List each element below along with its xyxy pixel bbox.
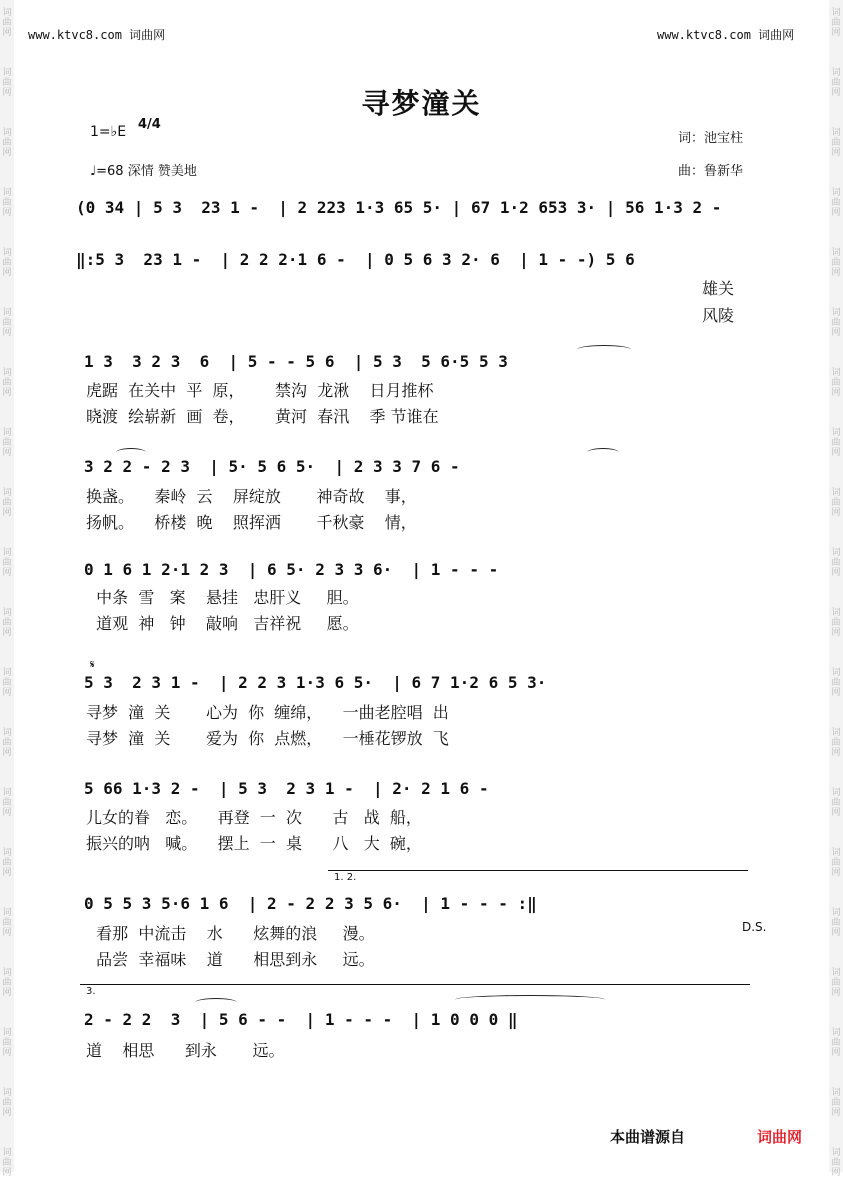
lyric-row-4-v2: 扬帆。 桥楼 晚 照挥洒 千秋豪 情， [86,513,417,532]
score-row-8: 0 5 5 3 5·6 1 6 | 2 - 2 2 3 5 6· | 1 - - - :‖ [84,894,537,913]
watermark-text: 词 曲 网 [831,248,841,278]
watermark-text: 词 曲 网 [2,1148,12,1178]
watermark-text: 词 曲 网 [831,428,841,458]
header-left-url[interactable]: www.ktvc8.com 词曲网 [28,28,166,42]
song-title: 寻梦潼关 [361,87,482,120]
watermark-text: 词 曲 网 [831,788,841,818]
watermark-text: 词 曲 网 [831,368,841,398]
lyric-row-8-v2: 品尝 幸福味 道 相思到永 远。 [86,950,375,969]
composer-credit: 曲：鲁新华 [678,164,744,179]
lyric-row-5-v2: 道观 神 钟 敲响 吉祥祝 愿。 [86,614,359,633]
segno-sign: 𝄋 [90,658,95,671]
ds-marking: D.S. [742,920,767,934]
watermark-text: 词 曲 网 [831,188,841,218]
watermark-text: 词 曲 网 [831,128,841,158]
tie-mark [195,998,237,1007]
watermark-text: 词 曲 网 [2,128,12,158]
volta-3: 3. [86,986,96,997]
score-row-6: 5 3 2 3 1 - | 2 2 3 1·3 6 5· | 6 7 1·2 6 5 3· [84,673,547,692]
time-signature: 4/4 [138,117,161,132]
watermark-text: 词 曲 网 [831,908,841,938]
watermark-text: 词 曲 网 [2,608,12,638]
key-signature: 1=♭E [90,124,127,140]
score-row-9: 2 - 2 2 3 | 5 6 - - | 1 - - - | 1 0 0 0 ‖ [84,1010,518,1029]
lyric-row-6-v1: 寻梦 潼 关 心为 你 缠绵， 一曲老腔唱 出 [86,703,449,722]
watermark-text: 词 曲 网 [831,8,841,38]
score-row-7: 5 66 1·3 2 - | 5 3 2 3 1 - | 2· 2 1 6 - [84,779,489,798]
tie-mark [455,995,605,1004]
pickup-lyric-1: 雄关 [702,279,735,298]
lyric-row-7-v1: 儿女的眷 恋。 再登 一 次 古 战 船， [86,808,422,827]
left-watermark-strip [0,0,14,1178]
tempo-marking: ♩=68 深情 赞美地 [90,164,197,179]
lyric-row-3-v1: 虎踞 在关中 平 原， 禁沟 龙湫 日月推杯 [86,381,434,400]
watermark-text: 词 曲 网 [831,848,841,878]
tie-mark [577,345,631,354]
watermark-text: 词 曲 网 [2,1028,12,1058]
score-row-2: ‖:5 3 23 1 - | 2 2 2·1 6 - | 0 5 6 3 2· 6 | 1 - -) 5 6 [76,250,635,269]
watermark-text: 词 曲 网 [831,1148,841,1178]
watermark-text: 词 曲 网 [2,788,12,818]
watermark-text: 词 曲 网 [2,668,12,698]
watermark-text: 词 曲 网 [2,188,12,218]
watermark-text: 词 曲 网 [2,908,12,938]
score-row-5: 0 1 6 1 2·1 2 3 | 6 5· 2 3 3 6· | 1 - - - [84,560,499,579]
watermark-text: 词 曲 网 [831,608,841,638]
watermark-text: 词 曲 网 [831,488,841,518]
watermark-text: 词 曲 网 [2,428,12,458]
watermark-text: 词 曲 网 [2,68,12,98]
watermark-text: 词 曲 网 [831,668,841,698]
footer-source-label: 本曲谱源自 [610,1128,686,1146]
watermark-text: 词 曲 网 [831,1088,841,1118]
lyric-row-5-v1: 中条 雪 案 悬挂 忠肝义 胆。 [86,588,359,607]
lyric-row-4-v1: 换盏。 秦岭 云 屏绽放 神奇故 事， [86,487,417,506]
lyric-row-6-v2: 寻梦 潼 关 爱为 你 点燃， 一棰花锣放 飞 [86,729,449,748]
watermark-text: 词 曲 网 [831,1028,841,1058]
watermark-text: 词 曲 网 [831,728,841,758]
lyricist-credit: 词：池宝柱 [678,131,744,146]
watermark-text: 词 曲 网 [2,248,12,278]
header-right-url[interactable]: www.ktvc8.com 词曲网 [657,28,795,42]
lyric-row-7-v2: 振兴的呐 喊。 摆上 一 桌 八 大 碗， [86,834,422,853]
tie-mark [587,448,619,457]
watermark-text: 词 曲 网 [831,548,841,578]
watermark-text: 词 曲 网 [2,728,12,758]
watermark-text: 词 曲 网 [2,548,12,578]
volta-1-2-bracket [328,870,748,871]
tie-mark [116,448,146,457]
watermark-text: 词 曲 网 [2,1088,12,1118]
watermark-text: 词 曲 网 [831,308,841,338]
watermark-text: 词 曲 网 [831,68,841,98]
footer-site-link[interactable]: 词曲网 [757,1128,803,1146]
watermark-text: 词 曲 网 [2,308,12,338]
watermark-text: 词 曲 网 [2,848,12,878]
watermark-text: 词 曲 网 [2,8,12,38]
score-row-4: 3 2 2 - 2 3 | 5· 5 6 5· | 2 3 3 7 6 - [84,457,460,476]
lyric-row-9: 道 相思 到永 远。 [86,1041,285,1060]
watermark-text: 词 曲 网 [2,488,12,518]
watermark-text: 词 曲 网 [2,968,12,998]
score-row-3: 1 3 3 2 3 6 | 5 - - 5 6 | 5 3 5 6·5 5 3 [84,352,508,371]
lyric-row-8-v1: 看那 中流击 水 炫舞的浪 漫。 [86,924,375,943]
watermark-text: 词 曲 网 [2,368,12,398]
score-row-1: (0 34 | 5 3 23 1 - | 2 223 1·3 65 5· | 67 1·2 653 3· | 56 1·3 2 - [76,198,722,217]
watermark-text: 词 曲 网 [831,968,841,998]
lyric-row-3-v2: 晓渡 绘崭新 画 卷， 黄河 春汛 季 节谁在 [86,407,439,426]
right-watermark-strip [829,0,843,1178]
pickup-lyric-2: 风陵 [702,306,735,325]
volta-3-bracket [80,984,750,985]
volta-1-2: 1. 2. [334,872,357,883]
